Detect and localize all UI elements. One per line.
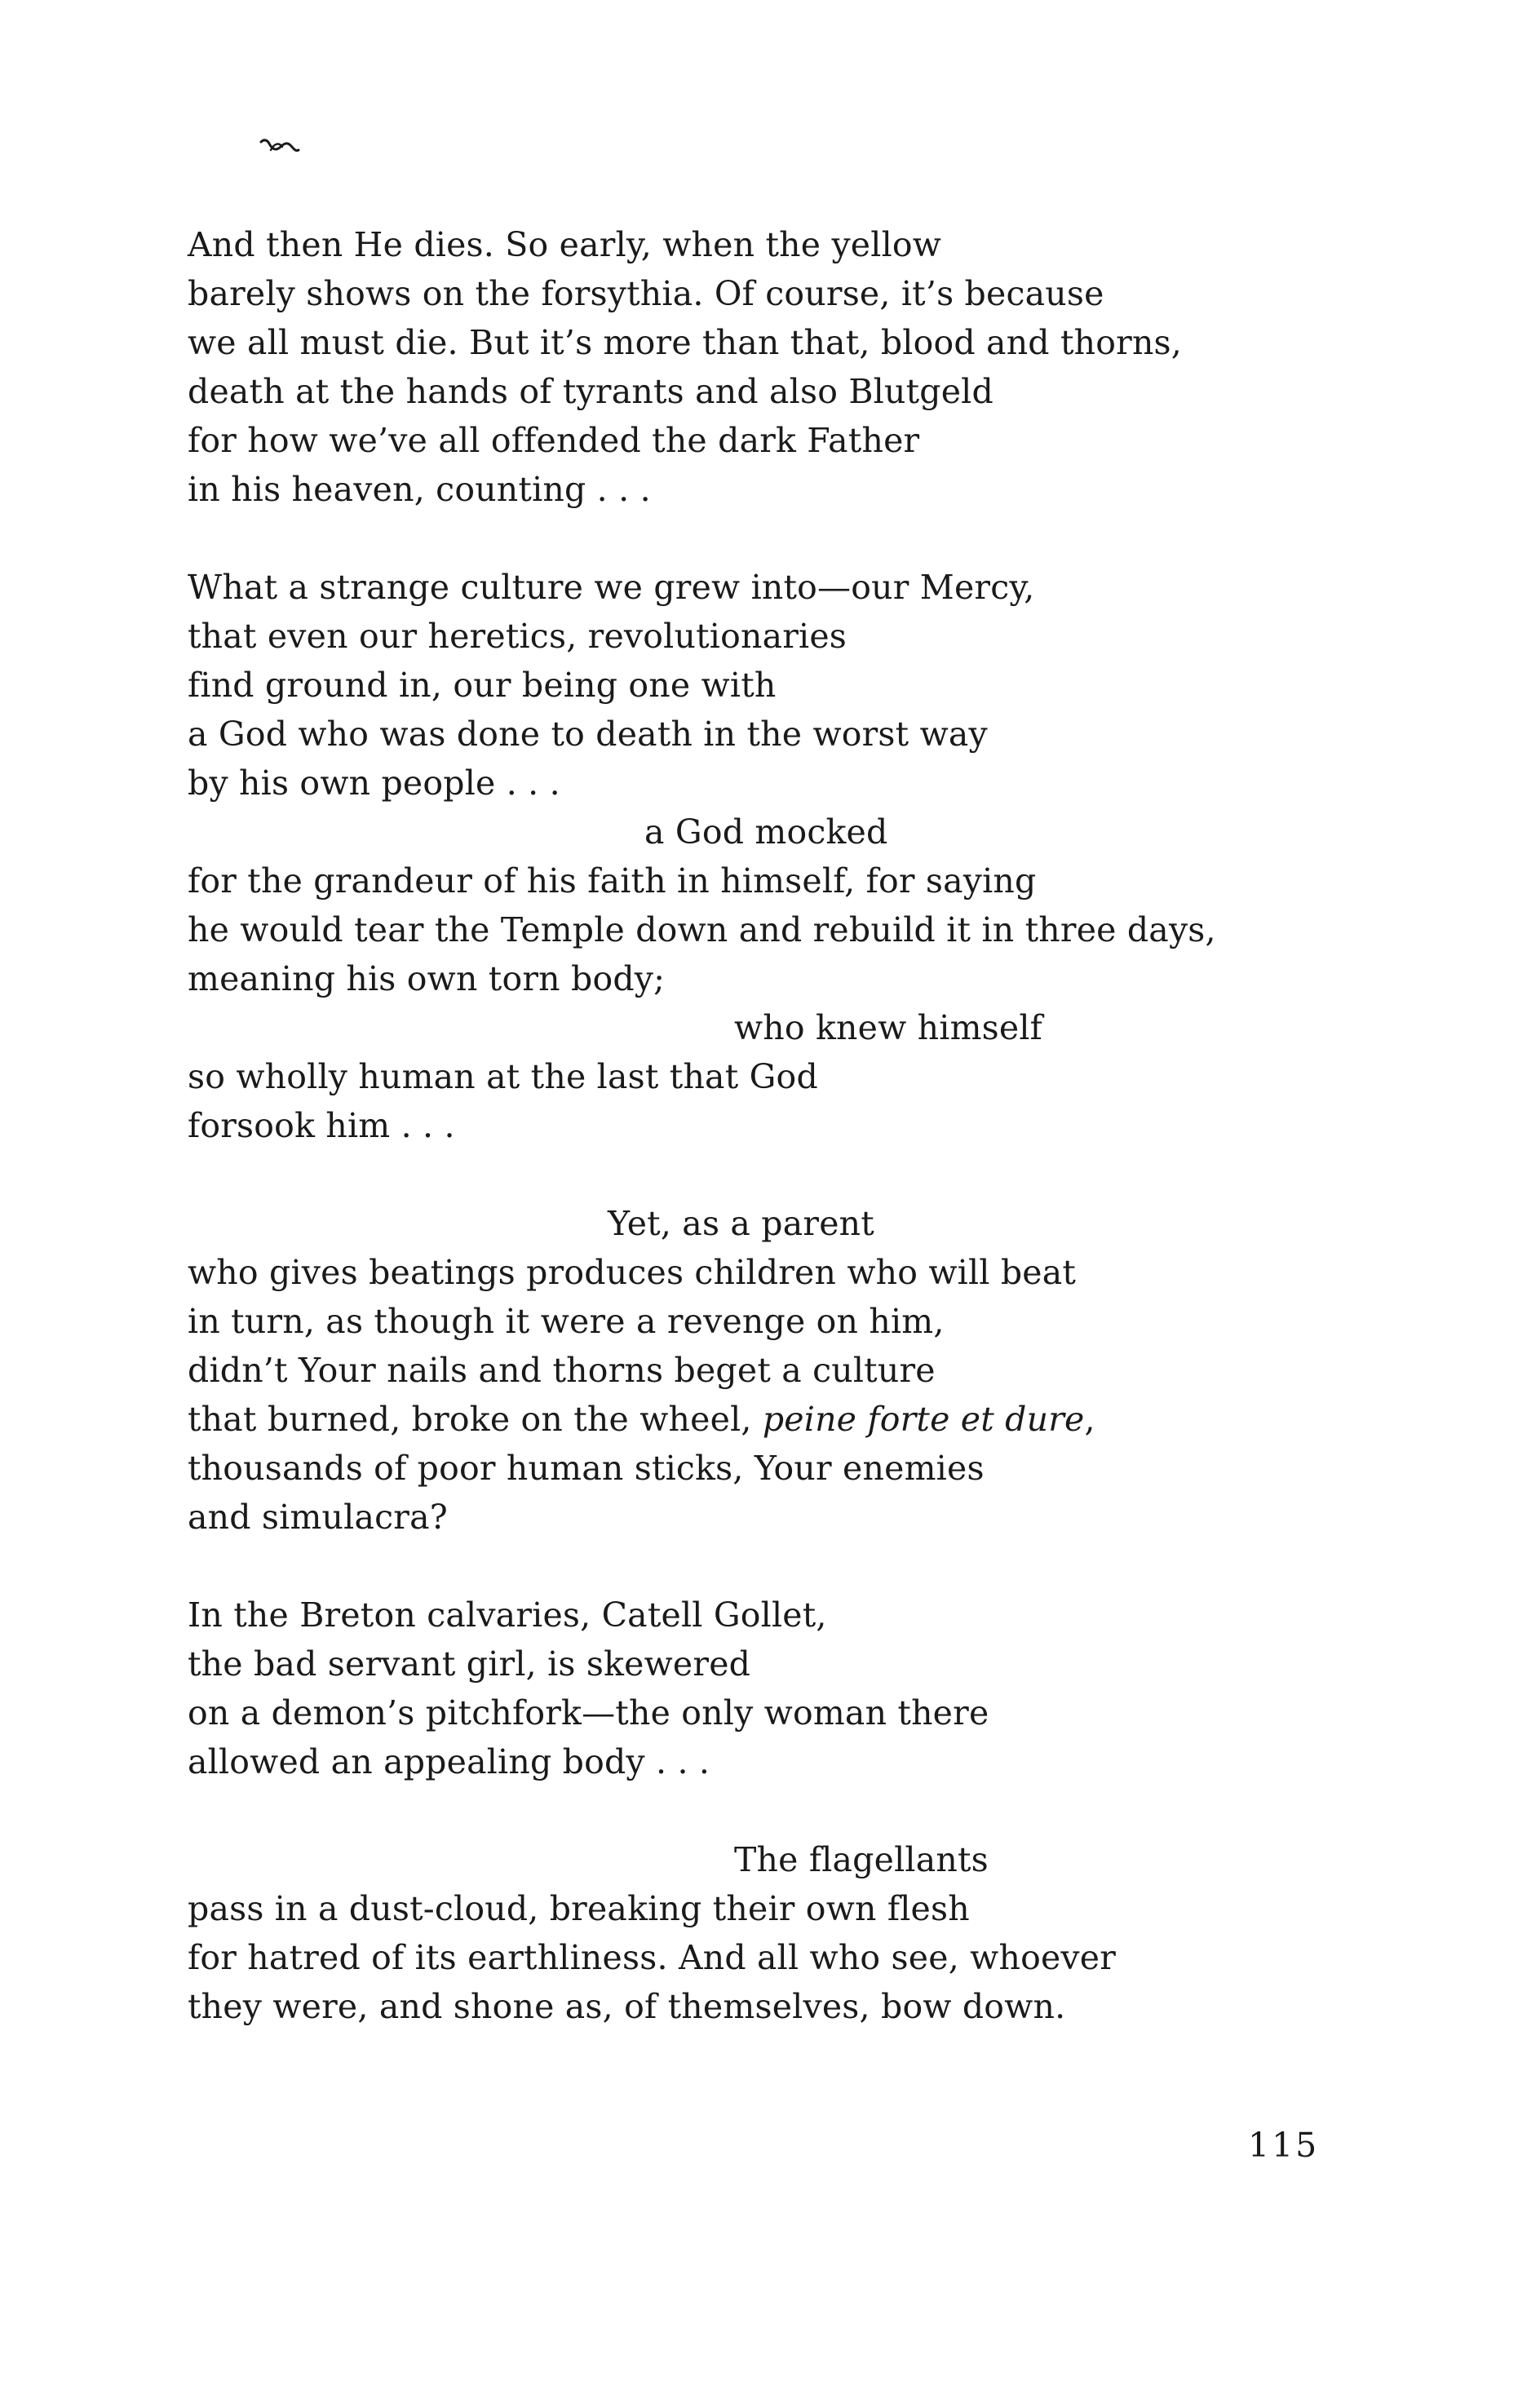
- poem-line-text: who gives beatings produces children who will beat: [188, 1253, 1077, 1292]
- poem-line-text: who knew himself: [734, 1008, 1043, 1047]
- poem-line-text: he would tear the Temple down and rebuild it in three days,: [188, 910, 1216, 949]
- poem-line-text: they were, and shone as, of themselves, bow down.: [188, 1987, 1066, 2026]
- section-ornament-icon: [259, 137, 300, 157]
- stanza: [188, 1591, 1460, 1786]
- poem-line: [188, 661, 1460, 710]
- page-number: 115: [1248, 2126, 1320, 2165]
- poem-line: [188, 1199, 1460, 1248]
- poem-line: [188, 1737, 1460, 1786]
- poem-line-text: forsook him . . .: [188, 1106, 455, 1145]
- poem-line: [188, 1640, 1460, 1688]
- poem-line: [188, 1591, 1460, 1640]
- poem-line: [188, 1297, 1460, 1346]
- poem-line-text: The flagellants: [734, 1840, 989, 1879]
- poem-line: [188, 465, 1460, 514]
- poem-line: [188, 1688, 1460, 1737]
- poem-line: [188, 269, 1460, 318]
- trailing-punctuation: ,: [1084, 1400, 1095, 1439]
- poem-line: [188, 759, 1460, 808]
- poem-line: [188, 416, 1460, 465]
- poem-line: [188, 1884, 1460, 1933]
- poem-line: [188, 612, 1460, 661]
- poem-line: [188, 1003, 1460, 1052]
- poem-line-text: on a demon’s pitchfork—the only woman there: [188, 1693, 989, 1732]
- poem-line-text: for the grandeur of his faith in himself, for saying: [188, 861, 1037, 901]
- poem-line: [188, 1248, 1460, 1297]
- stanza: [188, 1835, 1460, 2031]
- poem-line: [188, 808, 1460, 856]
- poem-line: [188, 318, 1460, 367]
- poem-line: [188, 367, 1460, 416]
- poem-line-text: that even our heretics, revolutionaries: [188, 617, 847, 656]
- poem-line-text: Yet, as a parent: [608, 1204, 874, 1243]
- poem-line: [188, 710, 1460, 759]
- poem-line-text: for how we’ve all offended the dark Father: [188, 421, 920, 460]
- italic-phrase: peine forte et dure: [762, 1400, 1085, 1439]
- poem-body: [188, 220, 1460, 2080]
- poem-line-text: allowed an appealing body . . .: [188, 1742, 710, 1781]
- poem-line-text: pass in a dust-cloud, breaking their own flesh: [188, 1889, 970, 1928]
- poem-line: [188, 1346, 1460, 1395]
- poem-line: [188, 1835, 1460, 1884]
- poem-line: [188, 1444, 1460, 1493]
- poem-line-text: we all must die. But it’s more than that, blood and thorns,: [188, 323, 1183, 362]
- poem-line: [188, 1933, 1460, 1982]
- poem-line-text: and simulacra?: [188, 1498, 448, 1537]
- stanza: [188, 220, 1460, 514]
- poem-line-text: thousands of poor human sticks, Your enemies: [188, 1449, 985, 1488]
- poem-line-text: for hatred of its earthliness. And all who see, whoever: [188, 1938, 1117, 1977]
- poem-line: [188, 856, 1460, 905]
- poem-line-text: that burned, broke on the wheel,: [188, 1400, 763, 1439]
- poem-line-text: by his own people . . .: [188, 763, 560, 803]
- poem-line-text: In the Breton calvaries, Catell Gollet,: [188, 1595, 827, 1635]
- poem-line-text: so wholly human at the last that God: [188, 1057, 818, 1096]
- poem-line-text: a God mocked: [644, 812, 888, 852]
- poem-line-text: barely shows on the forsythia. Of course, it’s because: [188, 274, 1104, 313]
- poem-line: [188, 1982, 1460, 2031]
- poem-line-text: death at the hands of tyrants and also Blutgeld: [188, 372, 993, 411]
- poem-line-text: What a strange culture we grew into—our Mercy,: [188, 568, 1035, 607]
- poem-line: [188, 1101, 1460, 1150]
- poem-line-text: in turn, as though it were a revenge on him,: [188, 1302, 945, 1341]
- poem-line: [188, 563, 1460, 612]
- poem-line-text: meaning his own torn body;: [188, 959, 666, 998]
- poem-line-text: didn’t Your nails and thorns beget a culture: [188, 1351, 936, 1390]
- poem-line-text: the bad servant girl, is skewered: [188, 1644, 751, 1684]
- poem-line: [188, 1395, 1460, 1444]
- stanza: [188, 1199, 1460, 1542]
- poem-line-text: find ground in, our being one with: [188, 666, 777, 705]
- poem-line: [188, 1493, 1460, 1542]
- poem-line-text: a God who was done to death in the worst way: [188, 715, 988, 754]
- poem-line: [188, 220, 1460, 269]
- poem-line-text: And then He dies. So early, when the yellow: [188, 225, 942, 264]
- poem-line: [188, 1052, 1460, 1101]
- poem-line: [188, 905, 1460, 954]
- poem-line: [188, 954, 1460, 1003]
- stanza: [188, 563, 1460, 1150]
- poem-line-text: in his heaven, counting . . .: [188, 470, 651, 509]
